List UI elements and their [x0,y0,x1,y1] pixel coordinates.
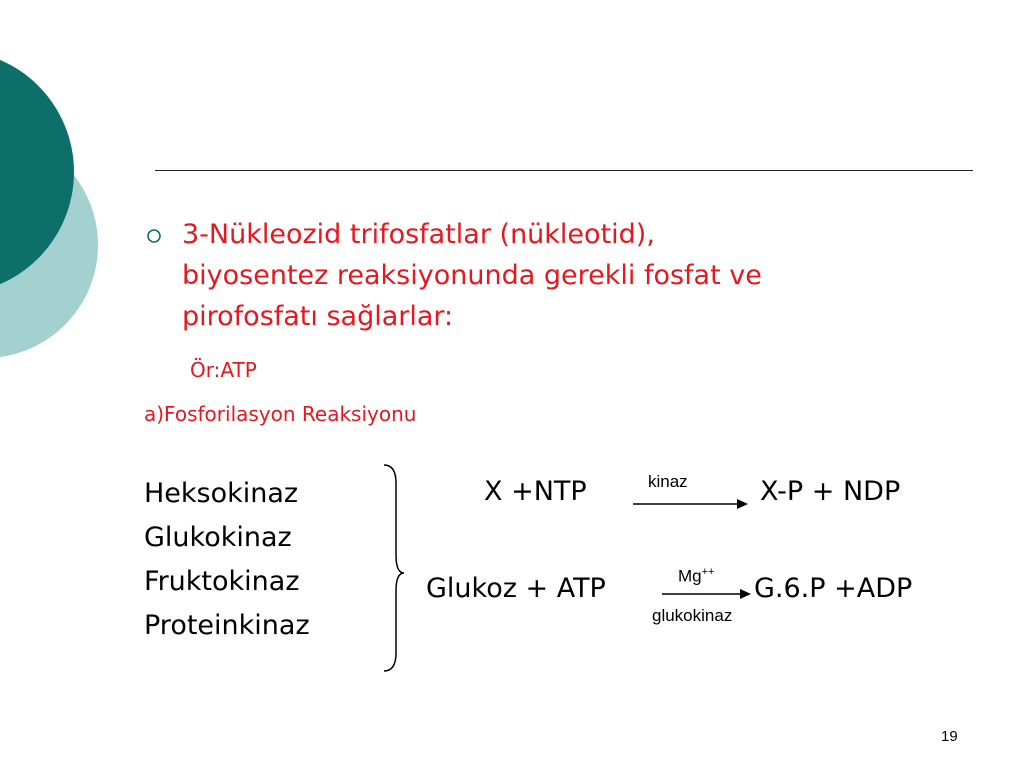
reaction2-enzyme-label: glukokinaz [652,606,733,625]
curly-brace [380,463,410,675]
enzyme-item: Proteinkinaz [144,610,310,641]
reaction2-arrow-icon [662,587,752,601]
enzyme-item: Glukokinaz [144,522,292,553]
page-number: 19 [941,728,958,745]
hollow-circle-bullet-icon [146,228,162,244]
cofactor-charge: ++ [701,566,715,578]
reaction2-right: G.6.P +ADP [754,573,913,604]
enzyme-list [144,472,310,648]
reaction2-left: Glukoz + ATP [426,573,606,604]
reaction2-cofactor-label [678,566,714,587]
cofactor-text: Mg [678,566,702,586]
example-label: Ör:ATP [190,358,257,382]
enzyme-item: Heksokinaz [144,478,299,509]
title-divider-line [155,170,973,171]
reaction1-arrow-icon [633,497,749,511]
reaction1-enzyme-label: kinaz [648,472,688,491]
bullet-text: 3-Nükleozid trifosfatlar (nükleotid), biyosentez reaksiyonunda gerekli fosfat ve pirofosfatı sağlarlar: [182,219,762,332]
reaction1-right: X-P + NDP [760,476,901,507]
subheading: a)Fosforilasyon Reaksiyonu [144,402,417,426]
decorative-circles [0,0,110,410]
enzyme-item: Fruktokinaz [144,566,300,597]
reaction1-left: X +NTP [484,476,587,507]
